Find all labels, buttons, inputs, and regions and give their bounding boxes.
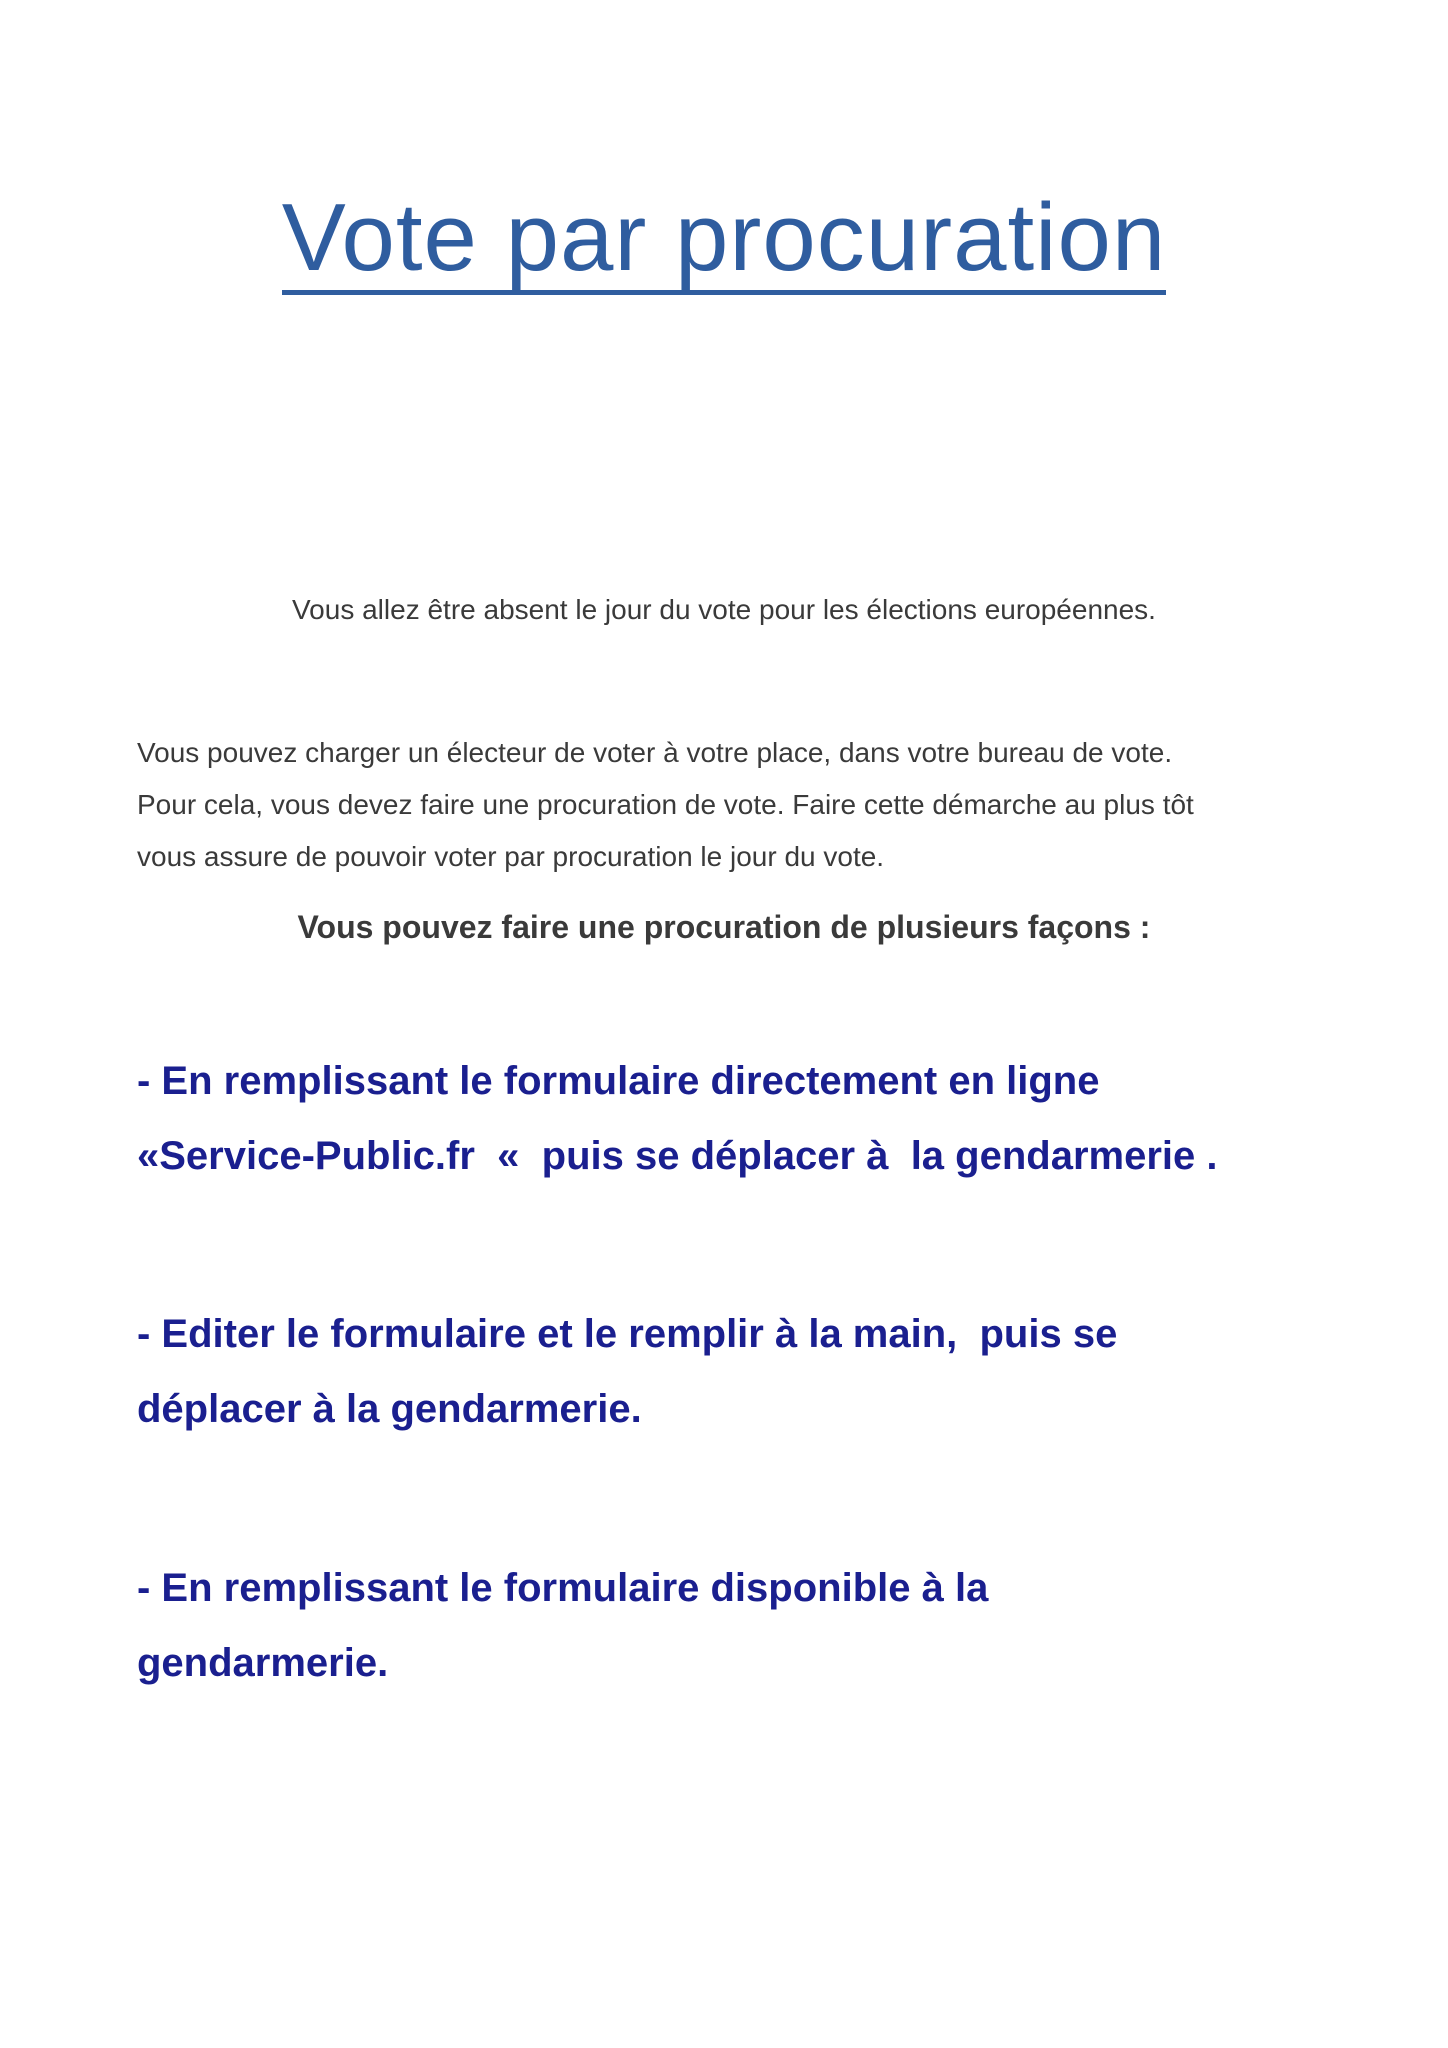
option-line: - Editer le formulaire et le remplir à la main, puis se — [137, 1312, 1118, 1356]
option-line: - En remplissant le formulaire disponible à la — [137, 1566, 989, 1610]
option-line: «Service-Public.fr « puis se déplacer à la gendarmerie . — [137, 1134, 1218, 1178]
option-line: - En remplissant le formulaire directement en ligne — [137, 1059, 1100, 1103]
option-gendarmerie-form — [137, 1551, 1357, 1701]
intro-text: Vous allez être absent le jour du vote pour les élections européennes. — [292, 594, 1156, 625]
option-line: gendarmerie. — [137, 1641, 389, 1685]
paragraph-line: Vous pouvez charger un électeur de voter à votre place, dans votre bureau de vote. — [137, 737, 1173, 768]
option-line: déplacer à la gendarmerie. — [137, 1387, 642, 1431]
options-heading: Vous pouvez faire une procuration de plusieurs façons : — [297, 909, 1151, 945]
explanation-paragraph — [137, 727, 1337, 883]
page-title-text: Vote par procuration — [282, 188, 1167, 295]
option-online-form — [137, 1044, 1357, 1194]
option-print-form — [137, 1297, 1357, 1447]
page-title — [0, 178, 1448, 298]
paragraph-line: vous assure de pouvoir voter par procuration le jour du vote. — [137, 841, 885, 872]
paragraph-line: Pour cela, vous devez faire une procuration de vote. Faire cette démarche au plus tôt — [137, 789, 1194, 820]
